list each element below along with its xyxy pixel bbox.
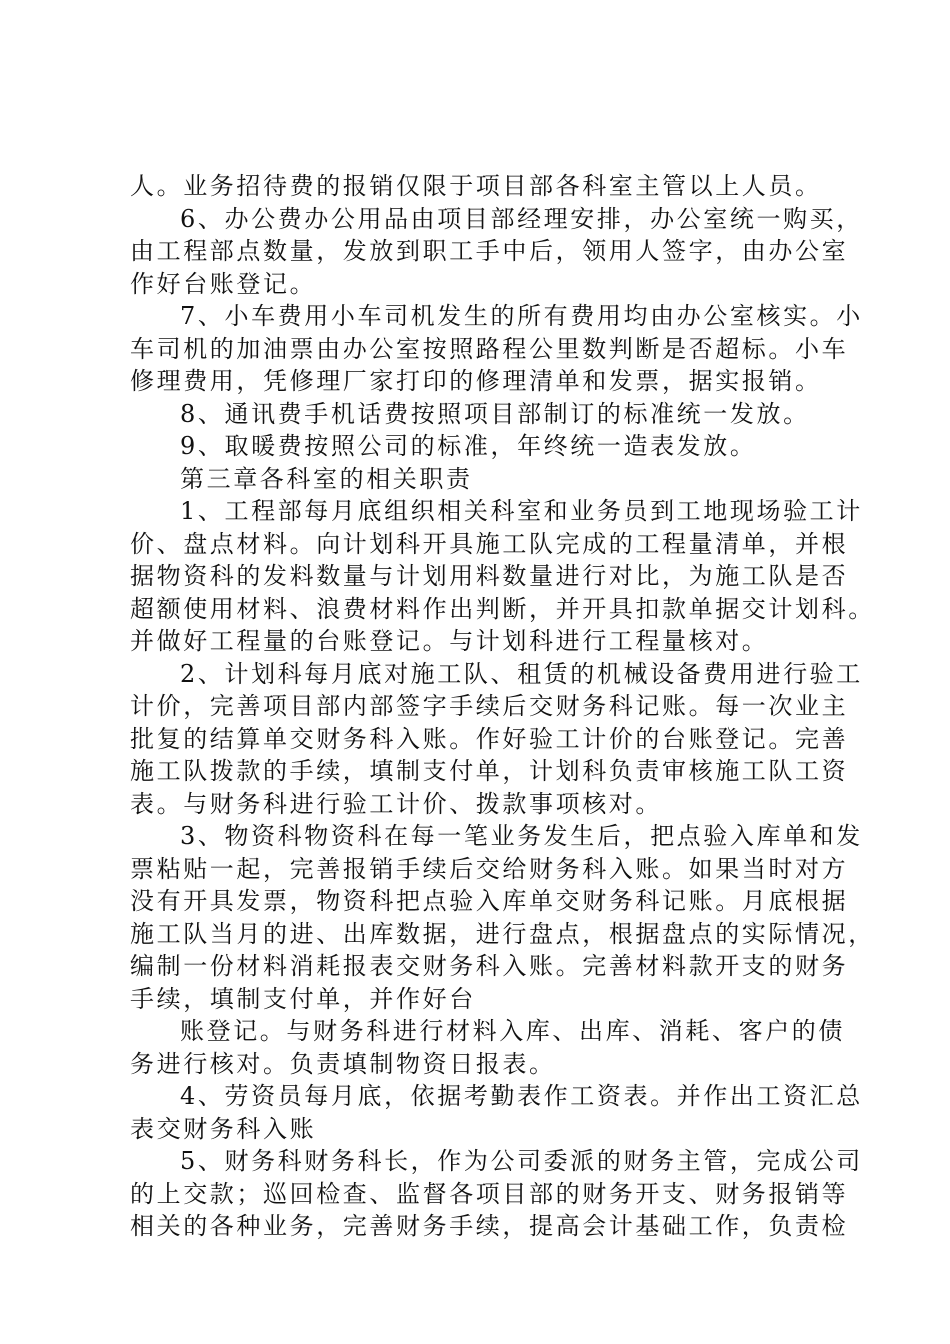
text-line: 票粘贴一起，完善报销手续后交给财务科入账。如果当时对方 <box>130 854 849 883</box>
text-line: 表交财务科入账 <box>130 1114 317 1143</box>
text-line: 2、计划科每月底对施工队、租赁的机械设备费用进行验工 <box>180 659 863 688</box>
text-line: 施工队当月的进、出库数据，进行盘点，根据盘点的实际情况， <box>130 919 875 948</box>
text-line: 7、小车费用小车司机发生的所有费用均由办公室核实。小 <box>180 302 863 330</box>
text-line: 8、通讯费手机话费按照项目部制订的标准统一发放。 <box>180 399 810 428</box>
text-line: 务进行核对。负责填制物资日报表。 <box>130 1049 556 1078</box>
text-line: 编制一份材料消耗报表交财务科入账。完善材料款开支的财务 <box>130 952 849 980</box>
text-line: 表。与财务科进行验工计价、拨款事项核对。 <box>130 789 662 818</box>
text-line: 作好台账登记。 <box>130 269 317 298</box>
text-line: 修理费用，凭修理厂家打印的修理清单和发票，据实报销。 <box>130 367 822 395</box>
document-page <box>130 170 875 1243</box>
text-line: 的上交款；巡回检查、监督各项目部的财务开支、财务报销等 <box>130 1179 849 1208</box>
text-line: 施工队拨款的手续，填制支付单，计划科负责审核施工队工资 <box>130 757 849 785</box>
text-line: 计价，完善项目部内部签字手续后交财务科记账。每一次业主 <box>130 692 849 720</box>
text-line: 5、财务科财务科长，作为公司委派的财务主管，完成公司 <box>180 1147 863 1175</box>
text-line: 9、取暖费按照公司的标准，年终统一造表发放。 <box>180 432 757 460</box>
text-line: 超额使用材料、浪费材料作出判断，并开具扣款单据交计划科。 <box>130 594 875 623</box>
text-line: 价、盘点材料。向计划科开具施工队完成的工程量清单，并根 <box>130 529 849 558</box>
text-line: 手续，填制支付单，并作好台 <box>130 984 476 1013</box>
text-line: 人。业务招待费的报销仅限于项目部各科室主管以上人员。 <box>130 172 822 200</box>
text-line: 6、办公费办公用品由项目部经理安排，办公室统一购买， <box>180 204 863 233</box>
text-line: 车司机的加油票由办公室按照路程公里数判断是否超标。小车 <box>130 334 849 363</box>
text-line: 账登记。与财务科进行材料入库、出库、消耗、客户的债 <box>180 1017 845 1045</box>
text-line: 批复的结算单交财务科入账。作好验工计价的台账登记。完善 <box>130 724 849 753</box>
text-line: 4、劳资员每月底，依据考勤表作工资表。并作出工资汇总 <box>180 1082 863 1110</box>
text-line: 3、物资科物资科在每一笔业务发生后，把点验入库单和发 <box>180 822 863 850</box>
text-line: 并做好工程量的台账登记。与计划科进行工程量核对。 <box>130 627 769 655</box>
text-line: 1、工程部每月底组织相关科室和业务员到工地现场验工计 <box>180 497 863 525</box>
text-line: 据物资科的发料数量与计划用料数量进行对比，为施工队是否 <box>130 562 849 590</box>
text-line: 由工程部点数量，发放到职工手中后，领用人签字，由办公室 <box>130 237 849 265</box>
chapter-heading: 第三章各科室的相关职责 <box>180 464 473 493</box>
text-line: 相关的各种业务，完善财务手续，提高会计基础工作，负责检 <box>130 1212 849 1240</box>
text-line: 没有开具发票，物资科把点验入库单交财务科记账。月底根据 <box>130 887 849 915</box>
